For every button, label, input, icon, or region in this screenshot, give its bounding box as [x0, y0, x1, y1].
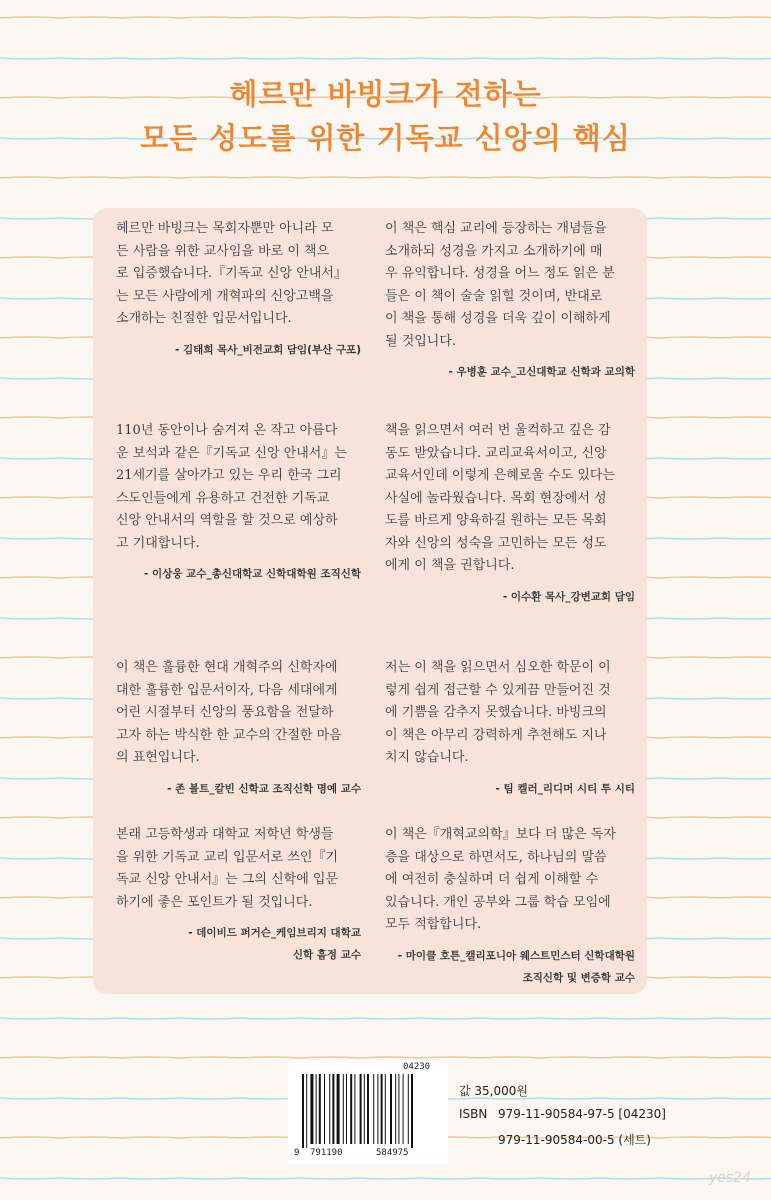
isbn-barcode [288, 1060, 448, 1164]
barcode-bar [324, 1074, 325, 1144]
barcode-bars [294, 1066, 442, 1148]
quote-attribution: - 존 볼트_칼빈 신학교 조직신학 명예 교수 [167, 782, 361, 795]
barcode-bar [367, 1074, 369, 1144]
quote-text: 이 책은『개혁교의학』보다 더 많은 독자 층을 대상으로 하면서도, 하나님의 말씀 에 여전히 충실하며 더 쉽게 이해할 수 있습니다. 개인 공부와 그룹 학습 모임에 모두 적합합니다. [385, 827, 616, 932]
quote-attribution: - 팀 켈러_리디머 시티 투 시티 [495, 782, 635, 795]
barcode-bar [302, 1074, 304, 1148]
endorsement-quote [385, 218, 635, 383]
barcode-bar [319, 1074, 321, 1144]
headline-line-2: 모든 성도를 위한 기독교 신앙의 핵심 [140, 121, 631, 155]
quote-text: 저는 이 책을 읽으면서 심오한 학문이 이 렇게 쉽게 접근할 수 있게끔 만들어진 것 에 기쁨을 감추지 못했습니다. 바빙크의 이 책은 아무리 강력하게 추천해도 지나 치지 않습니다. [385, 660, 611, 765]
barcode-left-digits: 791190 [310, 1148, 343, 1158]
background-line [0, 58, 771, 59]
barcode-bar [354, 1074, 355, 1144]
background-line [0, 17, 771, 18]
isbn-number: 979-11-90584-97-5 [04230] [498, 1107, 666, 1121]
background-line [0, 1178, 771, 1179]
headline-line-1: 헤르만 바빙크가 전하는 [229, 77, 542, 111]
barcode-bar [346, 1074, 347, 1144]
quote-attribution: - 이수환 목사_강변교회 담임 [502, 590, 635, 603]
barcode-bar [316, 1074, 317, 1144]
barcode-bar [381, 1074, 383, 1144]
barcode-bar [395, 1074, 396, 1144]
endorsement-quote [385, 420, 635, 608]
quote-text: 이 책은 훌륭한 현대 개혁주의 신학자에 대한 훌륭한 입문서이자, 다음 세대에게 어린 시절부터 신앙의 풍요함을 전달하 고자 하는 박식한 한 교수의 간절한 마음 의 표현입니다. [116, 660, 342, 765]
quote-text: 본래 고등학생과 대학교 저학년 학생들 을 위한 기독교 교리 입문서로 쓰인『기 독교 신앙 안내서』는 그의 신학에 입문 하기에 좋은 포인트가 될 것입니다. [116, 827, 339, 910]
endorsement-quote [385, 824, 635, 989]
barcode-right-digits: 584975 [376, 1148, 409, 1158]
barcode-bar [408, 1074, 409, 1144]
barcode-bar [306, 1074, 307, 1148]
quote-attribution: - 김태희 목사_비전교회 담임(부산 구포) [175, 343, 361, 356]
quote-attribution: - 이상웅 교수_총신대학교 신학대학원 조직신학 [144, 568, 361, 580]
quote-attribution: - 마이클 호튼_캘리포니아 웨스트민스터 신학대학원 조직신학 및 변증학 교수 [397, 949, 635, 984]
price: 값 35,000원 [459, 1084, 528, 1098]
quote-text: 110년 동안이나 숨겨져 온 작고 아름다 운 보석과 같은『기독교 신앙 안내서』는 21세기를 살아가고 있는 우리 한국 그리 스도인들에게 유용하고 건전한 기독교 신앙 안내서의 역할을 할 것으로 예상하 고 기대합니다. [116, 423, 347, 551]
barcode-bar [310, 1074, 313, 1144]
watermark: yes24 [708, 1170, 751, 1186]
barcode-bar [360, 1074, 362, 1144]
background-line [0, 1018, 771, 1019]
barcode-bar [332, 1074, 334, 1144]
endorsement-quote [116, 657, 361, 800]
barcode-bar [364, 1074, 365, 1144]
barcode-bar [398, 1074, 399, 1144]
isbn-set-number: 979-11-90584-00-5 (세트) [498, 1133, 651, 1147]
quote-text: 헤르만 바빙크는 목회자뿐만 아니라 모 든 사람을 위한 교사임을 바로 이 책으 로 입증했습니다.『기독교 신앙 안내서』 는 모든 사람에게 개혁파의 신앙고백을 소개하는 친절한 입문서입니다. [116, 221, 347, 326]
background-line [0, 1057, 771, 1058]
barcode-bar [390, 1074, 392, 1144]
barcode-bar [373, 1074, 374, 1144]
quote-text: 책을 읽으면서 여러 번 울컥하고 깊은 감 동도 받았습니다. 교리교육서이고, 신앙 교육서인데 이렇게 은혜로울 수도 있다는 사실에 놀라웠습니다. 목회 현장에서 성 도를 바르게 양육하길 원하는 모든 목회 자와 신앙의 성숙을 고민하는 모든 성도 에게 이 책을 권합니다. [385, 423, 616, 573]
quote-attribution: - 데이비드 퍼거슨_케임브리지 대학교 신학 흠정 교수 [188, 927, 361, 961]
background-line [0, 177, 771, 178]
quote-text: 이 책은 핵심 교리에 등장하는 개념들을 소개하되 성경을 가지고 소개하기에 매 우 유익합니다. 성경을 어느 정도 읽은 분 들은 이 책이 술술 읽힐 것이며, 반대로 이 책을 통해 성경을 더욱 깊이 이해하게 될 것입니다. [385, 221, 615, 349]
barcode-first-digit: 9 [294, 1148, 300, 1158]
barcode-bar [329, 1074, 330, 1144]
barcode-bar [403, 1074, 404, 1144]
barcode-bar [385, 1074, 386, 1144]
barcode-bar [411, 1074, 413, 1148]
barcode-bar [343, 1074, 344, 1144]
barcode-bar [337, 1074, 340, 1144]
barcode-bar [377, 1074, 378, 1144]
barcode-bar [350, 1074, 352, 1144]
endorsement-quote [116, 420, 361, 585]
isbn-label: ISBN [459, 1107, 488, 1121]
quote-attribution: - 우병훈 교수_고신대학교 신학과 교의학 [448, 366, 635, 378]
endorsement-quote [116, 218, 361, 361]
endorsement-quote [385, 657, 635, 800]
barcode-addon-number: 04230 [403, 1062, 431, 1072]
endorsement-quote [116, 824, 361, 966]
